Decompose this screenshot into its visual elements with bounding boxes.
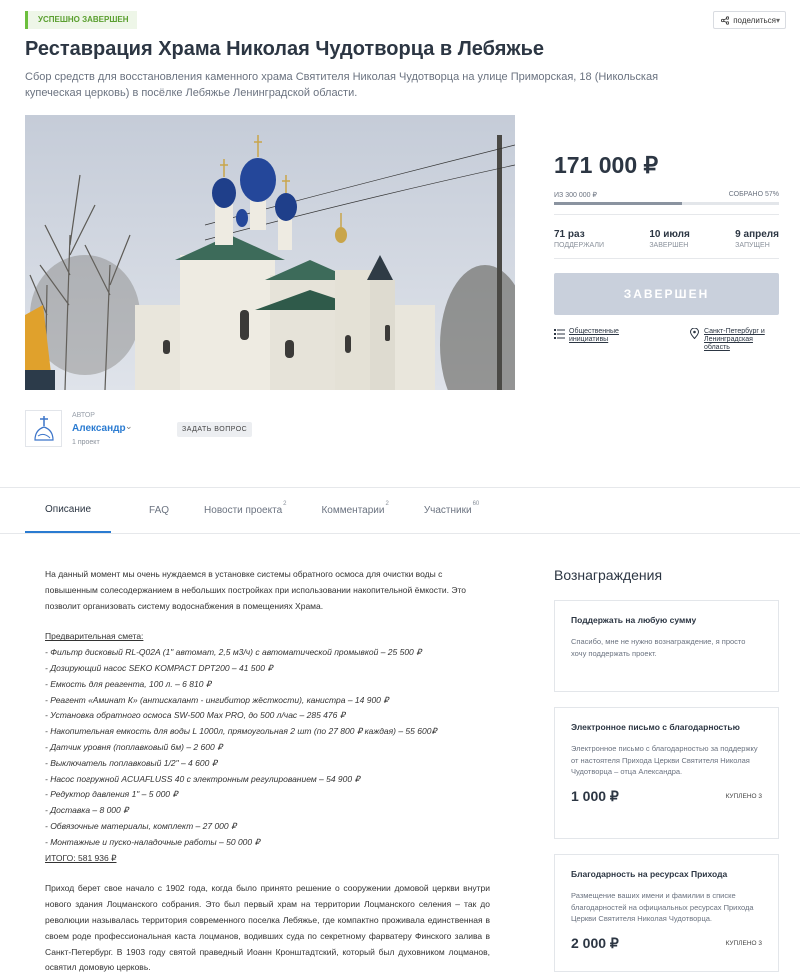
- stat-value: 10 июля: [649, 229, 690, 240]
- estimate-list: [45, 645, 490, 850]
- tab-news[interactable]: [204, 488, 286, 533]
- author-name-link[interactable]: Александр: [72, 423, 126, 434]
- estimate-item: - Насос погружной ACUAFLUSS 40 с электронным регулированием – 54 900 ₽: [45, 773, 360, 784]
- location-pin-icon: [689, 328, 700, 339]
- divider: [554, 258, 779, 259]
- estimate-item: - Накопительная емкость для воды L 1000л, прямоугольная 2 шт (по 27 800 ₽ каждая) – 55 600₽: [45, 726, 437, 737]
- author-projects-count: 1 проект: [72, 439, 100, 446]
- reward-card[interactable]: [554, 854, 779, 972]
- estimate-item: - Дозирующий насос SEKO KOMPACT DPT200 – 41 500 ₽: [45, 662, 273, 673]
- collected-label: СОБРАНО 57%: [728, 191, 779, 198]
- stat-launched: [735, 229, 779, 249]
- tab-label: FAQ: [149, 505, 170, 516]
- tab-count: 2: [283, 500, 287, 507]
- funding-progress-bar: [554, 202, 779, 205]
- author-block: [25, 410, 325, 450]
- estimate-item: - Доставка – 8 000 ₽: [45, 805, 129, 816]
- reward-price: 2 000 ₽: [571, 934, 619, 951]
- tab-comments[interactable]: [321, 488, 388, 533]
- tab-label: Участники: [423, 505, 472, 516]
- project-description: [45, 567, 490, 976]
- funding-stats: [554, 229, 779, 249]
- estimate-item: - Реагент «Аминат К» (антискалант - ингибитор жёсткости), канистра – 14 900 ₽: [45, 694, 389, 705]
- tab-description[interactable]: [25, 488, 111, 533]
- rewards-title: Вознаграждения: [554, 567, 663, 583]
- estimate-item: - Монтажные и пуско-наладочные работы – 50 000 ₽: [45, 836, 260, 847]
- list-icon: [554, 328, 565, 339]
- divider: [0, 533, 800, 534]
- share-label: поделиться: [733, 15, 776, 25]
- project-meta-links: [554, 328, 779, 352]
- raised-amount: 171 000 ₽: [554, 152, 659, 178]
- page-title: Реставрация Храма Николая Чудотворца в Лебяжье: [25, 38, 545, 60]
- estimate-item: - Датчик уровня (поплавковый 6м) – 2 600 ₽: [45, 741, 223, 752]
- estimate-title: Предварительная смета:: [45, 631, 144, 642]
- ask-question-button[interactable]: ЗАДАТЬ ВОПРОС: [177, 422, 252, 437]
- share-button[interactable]: [713, 11, 786, 29]
- estimate-total: ИТОГО: 581 936 ₽: [45, 852, 117, 863]
- reward-price: 1 000 ₽: [571, 787, 619, 804]
- status-badge: УСПЕШНО ЗАВЕРШЕН: [25, 11, 137, 29]
- reward-description: Размещение ваших имени и фамилии в списке благодарностей на официальных ресурсах Прихода Церкви Святителя Николая Чудотворца.: [571, 891, 754, 923]
- project-photo: [25, 115, 515, 390]
- reward-bought-count: КУПЛЕНО 3: [725, 939, 762, 947]
- estimate-item: - Выключатель поплавковый 1/2" – 4 600 ₽: [45, 757, 218, 768]
- reward-bought-count: КУПЛЕНО 3: [725, 792, 762, 800]
- stat-label: ЗАПУЩЕН: [735, 242, 770, 249]
- description-intro: На данный момент мы очень нуждаемся в установке системы обратного осмоса для очистки воды с повышенным солесодержанием в небольших постройках при использовании накопительной ёмкости. Это позволит организовать систему водоснабжения в помещениях Храма.: [45, 569, 466, 611]
- estimate-item: - Редуктор давления 1" – 5 000 ₽: [45, 789, 178, 800]
- author-caption: АВТОР: [72, 412, 95, 419]
- location-link[interactable]: [689, 328, 779, 352]
- tab-participants[interactable]: [424, 488, 479, 533]
- tab-label: Комментарии: [321, 505, 385, 516]
- category-link-label: Общественные инициативы: [569, 328, 619, 343]
- estimate-item: - Фильтр дисковый RL-Q02A (1" автомат, 2,5 м3/ч) с автоматической промывкой – 25 500 ₽: [45, 647, 422, 658]
- project-finished-button[interactable]: ЗАВЕРШЕН: [554, 273, 779, 315]
- tab-faq[interactable]: [149, 488, 169, 533]
- progress-fill: [554, 202, 682, 205]
- tab-label: Новости проекта: [204, 505, 283, 516]
- description-history: Приход берет свое начало с 1902 года, когда было принято решение о сооружении домовой церкви внутри нового здания Лоцманского собрания. Это был первый храм на территории Лоцманского селения – так до революции называлась территория современного поселка Лебяжье, где компактно проживала единственная в своем роде профессиональная каста лоцманов, водивших суда по секретному фарватеру Финского залива в Санкт-Петербург. В 1903 году святой праведный Иоанн Кронштадтский, который был духовником лоцманов, освятил домовую церковь.: [45, 883, 490, 973]
- church-logo-icon: [29, 414, 59, 444]
- estimate-item: - Обвязочные материалы, комплект – 27 000 ₽: [45, 820, 237, 831]
- reward-title: Благодарность на ресурсах Прихода: [571, 869, 728, 879]
- goal-label: ИЗ 300 000 ₽: [554, 192, 597, 199]
- chevron-down-icon: ▾: [775, 15, 780, 25]
- project-tabs: [25, 488, 514, 533]
- stat-value: 71 раз: [554, 229, 585, 240]
- reward-card[interactable]: [554, 600, 779, 692]
- stat-supporters: [554, 229, 604, 249]
- reward-card[interactable]: [554, 707, 779, 839]
- avatar[interactable]: [25, 410, 62, 447]
- stat-value: 9 апреля: [735, 229, 779, 240]
- reward-title: Поддержать на любую сумму: [571, 615, 697, 625]
- share-icon: [721, 16, 729, 25]
- project-subtitle: Сбор средств для восстановления каменного храма Святителя Николая Чудотворца на улице Приморская, 18 (Никольская купеческая церковь) в посёлке Лебяжье Ленинградской области.: [25, 71, 659, 99]
- reward-description: Спасибо, мне не нужно вознаграждение, я просто хочу поддержать проект.: [571, 637, 746, 658]
- estimate-item: - Установка обратного осмоса SW-500 Max PRO, до 500 л/час – 285 476 ₽: [45, 710, 346, 721]
- goal-row: [554, 191, 779, 199]
- tab-count: 2: [385, 500, 389, 507]
- reward-price-row: [571, 935, 762, 952]
- tab-label: Описание: [45, 504, 92, 515]
- divider: [554, 214, 779, 215]
- stat-label: ЗАВЕРШЕН: [649, 242, 689, 249]
- category-link[interactable]: [554, 328, 644, 352]
- chevron-down-icon[interactable]: ⌄: [125, 421, 133, 431]
- tab-count: 60: [472, 500, 480, 507]
- reward-description: Электронное письмо с благодарностью за поддержку от настоятеля Прихода Церкви Святителя Николая Чудотворца – отца Александра.: [571, 744, 758, 776]
- estimate-item: - Емкость для реагента, 100 л. – 6 810 ₽: [45, 678, 212, 689]
- reward-title: Электронное письмо с благодарностью: [571, 722, 740, 732]
- stat-finished: [649, 229, 690, 249]
- stat-label: ПОДДЕРЖАЛИ: [554, 242, 604, 249]
- location-link-label: Санкт-Петербург и Ленинградская область: [704, 328, 765, 351]
- reward-price-row: [571, 788, 762, 805]
